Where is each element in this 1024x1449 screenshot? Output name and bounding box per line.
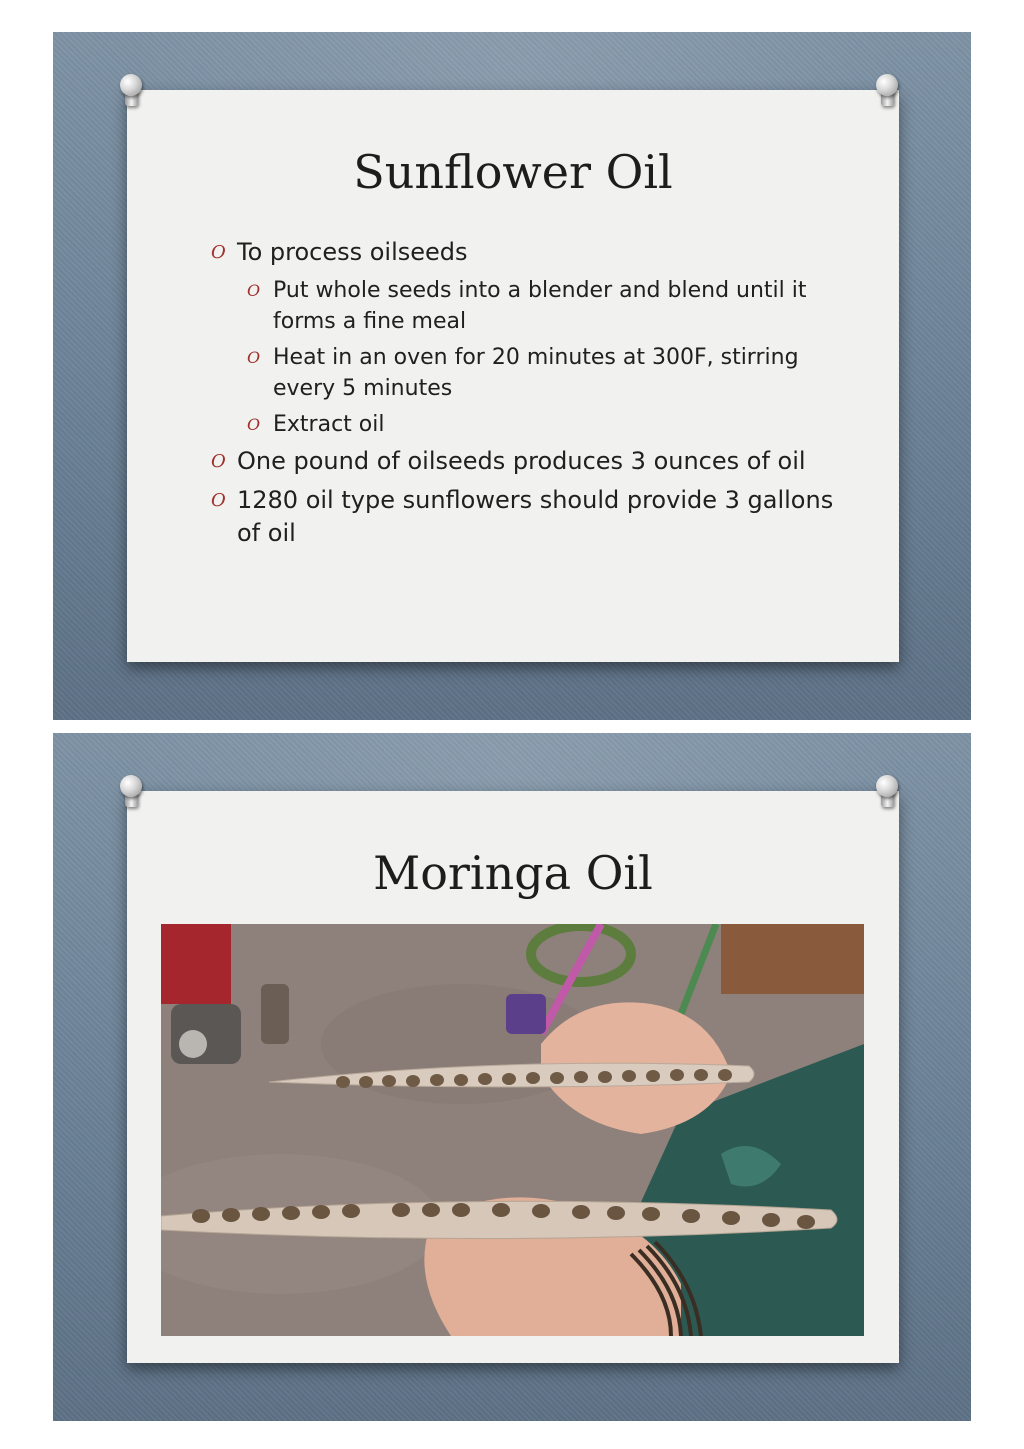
bullet-item [211,275,851,337]
pushpin-icon [117,775,147,809]
bullet-item [211,409,851,440]
slide-card [127,791,899,1363]
bullet-text: Extract oil [273,412,385,437]
pushpin-icon [873,775,903,809]
bullet-icon: O [247,281,261,300]
pushpin-icon [873,74,903,108]
slide-title: Moringa Oil [373,846,653,900]
slide-sunflower-oil [53,32,971,720]
bullet-text: Heat in an oven for 20 minutes at 300F, stirring every 5 minutes [273,345,799,401]
moringa-pods-illustration [161,924,864,1336]
bullet-icon: O [211,242,226,263]
slide-moringa-oil [53,733,971,1421]
bullet-item [211,236,851,269]
bullet-list [211,236,851,556]
pushpin-icon [117,74,147,108]
bullet-text: One pound of oilseeds produces 3 ounces of oil [237,447,806,475]
bullet-text: Put whole seeds into a blender and blend until it forms a fine meal [273,278,807,334]
bullet-item [211,484,851,550]
moringa-pods-photo [161,924,864,1336]
bullet-item [211,445,851,478]
slide-title: Sunflower Oil [353,145,673,199]
bullet-text: To process oilseeds [237,238,468,266]
bullet-text: 1280 oil type sunflowers should provide 3 gallons of oil [237,486,834,547]
slide-card [127,90,899,662]
bullet-item [211,342,851,404]
bullet-icon: O [247,348,261,367]
bullet-icon: O [211,451,226,472]
bullet-icon: O [211,490,226,511]
bullet-icon: O [247,415,261,434]
